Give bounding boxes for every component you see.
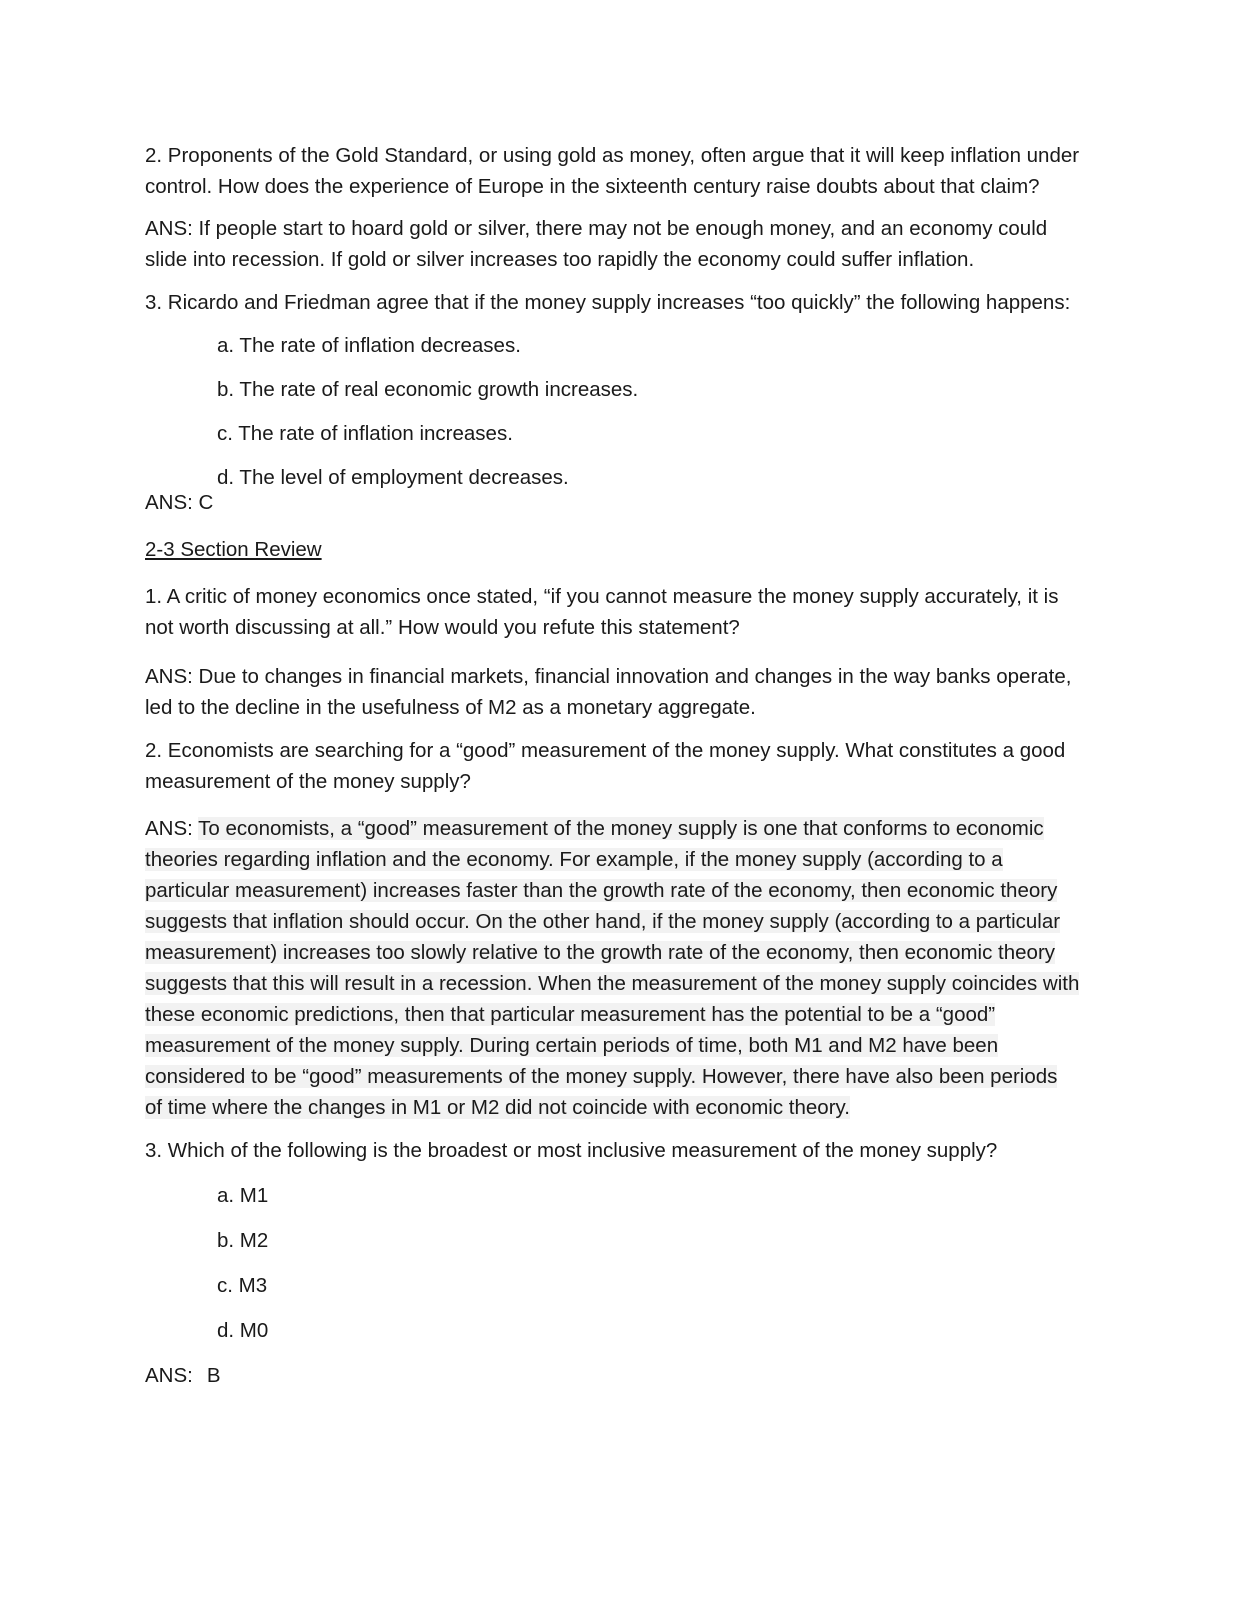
review-answer-1: ANS: Due to changes in financial markets, financial innovation and changes in the way banks operate, led to the decline in the usefulness of M2 as a monetary aggregate.: [145, 665, 1072, 719]
question-3-option-c: c. The rate of inflation increases.: [217, 422, 513, 445]
review-answer-3: [145, 1360, 1080, 1391]
question-3-money-supply: 3. Ricardo and Friedman agree that if the money supply increases “too quickly” the following happens:: [145, 291, 1071, 314]
review-question-3-option-a: a. M1: [217, 1184, 269, 1207]
question-3-option-d: d. The level of employment decreases.: [217, 466, 569, 489]
review-question-1: 1. A critic of money economics once stated, “if you cannot measure the money supply accurately, it is not worth discussing at all.” How would you refute this statement?: [145, 585, 1059, 639]
review-question-2: 2. Economists are searching for a “good” measurement of the money supply. What constitutes a good measurement of the money supply?: [145, 739, 1066, 793]
review-answer-3-label: ANS:: [145, 1364, 193, 1387]
section-title: 2-3 Section Review: [145, 538, 322, 561]
review-question-3: 3. Which of the following is the broadest or most inclusive measurement of the money supply?: [145, 1139, 998, 1162]
question-3-option-b: b. The rate of real economic growth increases.: [217, 378, 639, 401]
review-question-3-option-b: b. M2: [217, 1229, 269, 1252]
answer-2-gold-standard: ANS: If people start to hoard gold or silver, there may not be enough money, and an economy could slide into recession. If gold or silver increases too rapidly the economy could suffer inflation.: [145, 217, 1048, 271]
answer-3-money-supply: ANS: C: [145, 491, 214, 514]
review-question-3-option-d: d. M0: [217, 1319, 269, 1342]
review-answer-3-value: B: [206, 1364, 221, 1387]
document-page: [145, 140, 1080, 1391]
review-answer-2-body: To economists, a “good” measurement of the money supply is one that conforms to economic theories regarding inflation and the economy. For example, if the money supply (according to a particular measurement) increases faster than the growth rate of the economy, then economic theory suggests that inflation should occur. On the other hand, if the money supply (according to a particular measurement) increases too slowly relative to the growth rate of the economy, then economic theory suggests that this will result in a recession. When the measurement of the money supply coincides with these economic predictions, then that particular measurement has the potential to be a “good” measurement of the money supply. During certain periods of time, both M1 and M2 have been considered to be “good” measurements of the money supply. However, there have also been periods of time where the changes in M1 or M2 did not coincide with economic theory.: [145, 817, 1080, 1119]
review-answer-2-prefix: ANS:: [145, 817, 199, 840]
review-question-3-option-c: c. M3: [217, 1274, 268, 1297]
question-2-gold-standard: 2. Proponents of the Gold Standard, or using gold as money, often argue that it will keep inflation under control. How does the experience of Europe in the sixteenth century raise doubts about that claim?: [145, 144, 1080, 198]
question-3-option-a: a. The rate of inflation decreases.: [217, 334, 521, 357]
review-answer-2: [145, 813, 1080, 1123]
